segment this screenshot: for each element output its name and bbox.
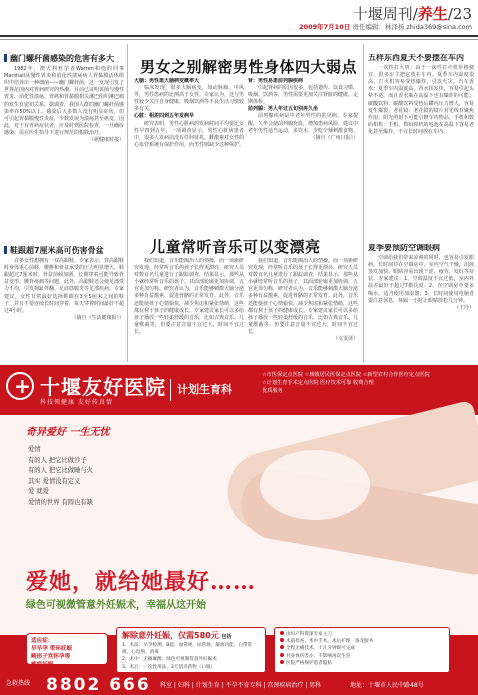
- article-mid-1-part-a: [134, 78, 244, 232]
- article-left-2-title: 鞋跟超7厘米高可伤害骨盆: [10, 246, 104, 255]
- hospital-info: [262, 371, 474, 395]
- indication-item: 畸形子宫怀孕等: [31, 654, 71, 660]
- ad-poem: [28, 445, 93, 508]
- hospital-advertisement: [0, 365, 478, 695]
- feature-item: [280, 645, 444, 652]
- poem-line: 爱情: [28, 446, 41, 453]
- bullet-icon: [280, 638, 284, 642]
- department-list: 科室 | 妇科 | 计划生育 | 不孕不育专科 | 宫颈疾病治疗 | 男科: [160, 682, 322, 689]
- poem-line: 爱情的世界 有圆也有缺: [28, 498, 93, 506]
- article-mid-1-lead-1: 大脑：男性患大脑病变概率大: [134, 78, 200, 84]
- article-left-1: [4, 54, 124, 242]
- article-mid-1-title: 男女之别解密男性身体四大弱点: [140, 58, 358, 76]
- article-mid-1-body-4: 前列腺疾病是中老年男性的常见病。专家提醒，久坐会使前列腺充血，增加患病风险，建议中老年男性适当运动，多饮水，少吃辛辣刺激食物。: [248, 113, 358, 134]
- ad-small-slogan: 奇异爱好 一生无忧: [26, 427, 110, 438]
- masthead-section: 养生: [417, 5, 448, 23]
- article-right-1-title-wrap: [368, 54, 474, 61]
- article-left-2: [4, 246, 124, 360]
- article-right-2-title: 夏季要预防空调眼病: [368, 244, 440, 252]
- hotline-number: 8802 666: [46, 675, 151, 695]
- price-note: 包括: [221, 634, 232, 640]
- article-mid-1-body-2: 研究表明，男性心脏病的发病时间平均要比女性早四到五年。一项调查显示，男性心脏病患者中，很多人发病前没有任何征兆。雌激素对女性的心血管系统有保护作用，而男性则缺少这种保护。: [134, 120, 244, 148]
- header-rule: [0, 35, 478, 37]
- bullet-icon: [280, 631, 284, 635]
- article-left-1-title: 幽门螺杆菌感染的危害有多大: [10, 54, 114, 63]
- article-mid-1-lead-2: 心脏：相差四到五年发病早: [134, 113, 195, 120]
- header-subrule: [0, 39, 478, 40]
- article-right-2-title-wrap: [368, 244, 474, 251]
- ad-visual: [0, 415, 478, 635]
- light-glow: [260, 450, 370, 520]
- feature-item: [280, 653, 444, 660]
- bullet-icon: [280, 660, 284, 664]
- page-number: /23: [447, 5, 472, 23]
- feature-item: [280, 660, 444, 667]
- feature-item: [280, 638, 444, 645]
- price-item: 2、术中：无痛麻醉、绿色可视微管意外妊娠术: [122, 657, 217, 663]
- article-mid-2-part-a: [134, 258, 244, 360]
- article-right-1-body: 一次性打火机：由于一次性打火机价格便宜，很多车主把它放在车内。夏季车内温度很高，打火机容易受热爆炸，引发火灾。汽车香水：夏季车内温度高，香水挥发快，容易引起头晕不适，而且香水瓶在高温下也有爆炸的可能。碳酸饮料：碳酸饮料受热后罐内压力增大，容易发生爆裂。老花镜：老花镜的镜片对光线有聚焦作用，阳光照射下可能引燃车内物品。手机和数码相机：手机、数码相机的电池在高温下容易老化甚至爆炸，不宜长时间放在车内。: [368, 65, 474, 135]
- article-left-1-body: 1982年，澳大利亚学者Warren和他的同事Marshall从慢性胃炎和消化性溃疡病人胃黏膜活体组织中培养出一种细菌——幽门螺杆菌，这一发现引发了世界范围内对胃病研究的热潮。目前已证明该菌与慢性胃炎、消化性溃疡、胃癌和胃黏膜相关淋巴组织淋巴瘤的发生有密切关系。据调查，我国人群的幽门螺杆菌感染率在50%以上。感染后大多数人没有明显症状，但可引起胃黏膜慢性炎症，少数发展为溃疡甚至癌变。因此，对于有胃病症状者，应及时到医院检查，一旦确诊感染，需在医生指导下进行规范的根除治疗。: [4, 66, 124, 136]
- article-right-2-byline: （王玲）: [453, 304, 474, 311]
- article-mid-1-lead-3: 肾：男性易患前列腺疾病: [248, 78, 304, 84]
- article-right-1: [368, 54, 474, 240]
- hospital-address: 地址：十堰市人民中路48号: [350, 682, 424, 689]
- article-mid-1-lead-4: 前列腺：男人年过五旬别再久坐: [248, 106, 319, 113]
- price-item: 3、术后：一次性用品、3天消炎药物（口服）: [122, 664, 216, 670]
- feature-text: 由妇产科资深专家主刀: [286, 632, 332, 637]
- price-title-row: [122, 631, 260, 642]
- editor-credit: 责任编辑：林泽扬: [352, 23, 405, 31]
- feature-item: [280, 631, 444, 638]
- article-mid-1-body-3: 引起肾病的原因很多，包括遗传、饮食习惯、吸烟、饮酒等，男性需要更加关注肾脏的健康，定期体检。: [248, 85, 358, 106]
- indication-item: 瘢痕妊娠: [31, 662, 54, 668]
- article-mid-2-body-cont: 我们知道，音乐能陶冶人的情操，而一项新研究发现，经常听音乐的孩子长得更漂亮。研究人员对数百名儿童进行了跟踪调查，结果显示，那些从小就经常听音乐的孩子，其面部轮廓更加协调，五官更加匀称。研究者认为，音乐能够刺激大脑分泌多种有益激素，促进骨骼的正常发育。此外，音乐还能使孩子心情愉快，减少焦虑和紧张情绪，这些都有利于孩子的健康成长。专家建议家长可以多给孩子播放一些轻柔舒缓的音乐，比如古典音乐、儿童歌曲等，但要注意音量不宜过大，时间不宜过长。: [248, 258, 358, 335]
- feature-text: 全程无痛技术，十几分钟即可完成: [286, 646, 355, 652]
- article-mid-1-byline: （摘自《广州日报》）: [310, 134, 358, 141]
- masthead-prefix: 十堰周刊/: [352, 5, 418, 23]
- title-bar-icon: [4, 246, 7, 254]
- article-right-1-title: 五样东西夏天不要摆在车内: [368, 54, 464, 62]
- feature-text: 术前检查、术中手术、术后护理一条龙服务: [286, 639, 374, 645]
- article-mid-1-body-1: 临床发现，很多大脑病变，如动脉瘤、中风等，男性患病的比例高于女性。专家认为，这与男性较少关注自身健康、吸烟饮酒等不良生活习惯较多有关。: [134, 85, 244, 113]
- article-left-1-byline: （据健康时报）: [88, 137, 124, 144]
- department-label: 计划生育科: [170, 379, 238, 401]
- article-mid-2-title: 儿童常听音乐可以变漂亮: [150, 238, 321, 256]
- feature-text: 对身体伤害小，不影响再次生育: [286, 653, 351, 659]
- feature-text: 医院严格保护患者隐私: [286, 660, 332, 666]
- article-right-2: [368, 244, 474, 360]
- indication-item: 早早孕 带环妊娠: [31, 646, 73, 652]
- bullet-icon: [280, 645, 284, 649]
- article-right-2-body: 空调给我们带来凉爽的同时，也容易引发眼病。长时间待在空调房中，室内空气干燥，泪液蒸发加快，眼睛容易出现干涩、疲劳、发红等症状。专家建议：1、空调温度不宜过低，室内外温差最好不超过7摄氏度；2、在空调房中要多喝水，适当使用加湿器；3、长时间使用电脑者要注意休息，每隔一小时让眼睛放松几分钟。: [368, 255, 474, 304]
- editor-email: zhida369@sina.com: [406, 23, 472, 31]
- features-box: [274, 627, 450, 673]
- column-divider-right: [363, 44, 364, 362]
- ad-big-slogan: 爱她，就给她最好……: [26, 569, 257, 595]
- article-mid-1-part-b: [248, 78, 358, 232]
- article-left-2-title-wrap: [4, 246, 124, 254]
- article-left-1-title-wrap: [4, 54, 124, 62]
- poem-line: 其实 爱情没有定义: [28, 477, 81, 485]
- hospital-name: 十堰友好医院: [40, 375, 166, 399]
- poem-line: 爱 就爱: [28, 488, 49, 495]
- poem-line: 有的人 把它比做睡与火: [28, 467, 93, 474]
- indications-box: [26, 633, 108, 668]
- page-header: [0, 0, 478, 44]
- issue-date: 2009年7月10日: [299, 23, 351, 31]
- hospital-logo-icon: [6, 372, 34, 400]
- article-mid-2-part-b: [248, 258, 358, 360]
- article-left-2-body: 许多女性想拥有一双高跟鞋，专家表示，穿高跟鞋时身体重心前移，腰椎和骨盆承受的压力明显增大。鞋跟超过7厘米时，骨盆前倾加剧，长期穿着可能导致骨盆变形、腰背疼痛等问题。此外，高跟鞋还会使足部受力不均，引发拇趾外翻、足底筋膜炎等足部疾病。专家建议，女性日常最好选择鞋跟在3至5厘米之间的鞋子，并且不要连续长时间穿着，每天穿着时间最好不超过4小时。: [4, 258, 124, 314]
- title-bar-icon: [4, 54, 7, 62]
- hotline-label: 急救热线: [6, 680, 31, 687]
- info-line: 优质服务: [262, 388, 283, 394]
- price-box: [116, 627, 266, 673]
- dateline: [299, 22, 472, 31]
- hospital-motto: 科技领健康 友好传真情: [40, 399, 113, 406]
- article-left-2-byline: （摘自《生活健康报》）: [71, 314, 124, 321]
- info-line: ☆市医保定点医院 ☆城镇居民医保定点医院 ☆新型农村合作医疗定点医院: [262, 372, 430, 378]
- ad-banner: [0, 365, 478, 415]
- info-line: ☆计划生育手术定点医院 医疗技术可靠 收费合理: [262, 380, 374, 386]
- ad-service-line: 绿色可视微管意外妊娠术，幸福从这开始: [26, 600, 206, 611]
- poem-line: 有的人 把它比做沙子: [28, 456, 87, 464]
- masthead: [353, 3, 472, 24]
- bullet-icon: [280, 653, 284, 657]
- article-mid-2-body: 我们知道，音乐能陶冶人的情操，而一项新研究发现，经常听音乐的孩子长得更漂亮。研究人员对数百名儿童进行了跟踪调查，结果显示，那些从小就经常听音乐的孩子，其面部轮廓更加协调，五官更加匀称。研究者认为，音乐能够刺激大脑分泌多种有益激素，促进骨骼的正常发育。此外，音乐还能使孩子心情愉快，减少焦虑和紧张情绪，这些都有利于孩子的健康成长。专家建议家长可以多给孩子播放一些轻柔舒缓的音乐，比如古典音乐、儿童歌曲等，但要注意音量不宜过大，时间不宜过长。: [134, 258, 244, 335]
- column-divider: [127, 44, 128, 362]
- price-item: 1、术前：早孕检测、B超、血常规、尿常规、凝血功能、白带常规、心电图、消毒: [122, 643, 253, 656]
- indication-item: 适应症：: [31, 638, 54, 644]
- ad-footer: [0, 675, 478, 695]
- price-title: 解除意外妊娠，仅需580元: [122, 631, 219, 640]
- article-mid-2-byline: （文雯译）: [332, 336, 358, 343]
